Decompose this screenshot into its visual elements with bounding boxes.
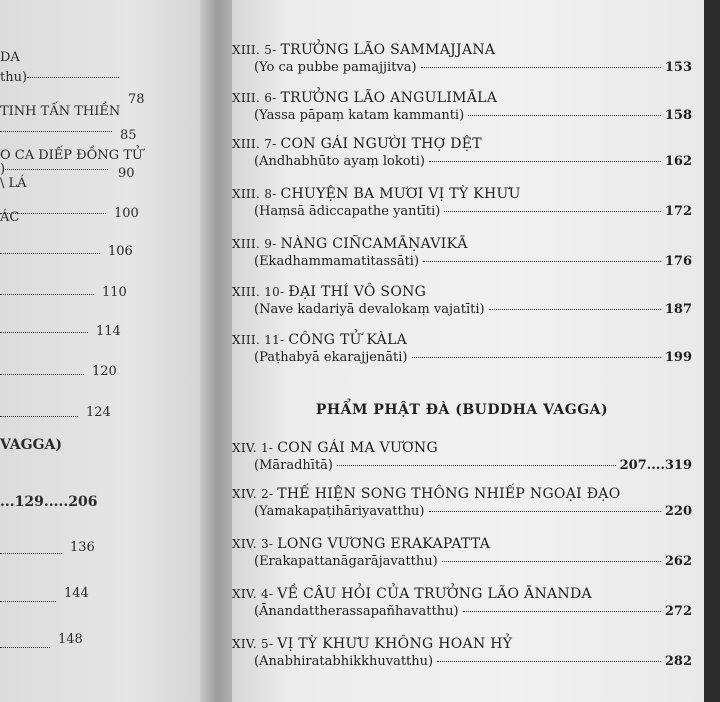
dot-leader	[442, 561, 661, 562]
toc-entry-page-number: 158	[664, 108, 692, 123]
toc-entry-title-text: CHUYỆN BA MƯƠI VỊ TỲ KHƯU	[280, 186, 521, 202]
left-page-number: 136	[70, 540, 95, 555]
toc-entry-page-number: 162	[664, 154, 692, 169]
left-fragment-line	[0, 325, 88, 340]
toc-entry-code: XIII. 7-	[232, 137, 277, 151]
toc-entry-title-text: TRƯỞNG LÃO ANGULIMĀLA	[280, 90, 498, 106]
toc-entry-title	[232, 440, 692, 456]
left-fragment-line	[0, 50, 20, 65]
dot-leader	[5, 169, 108, 170]
toc-entry-title-text: ĐẠI THÍ VÔ SONG	[288, 284, 427, 300]
toc-entry-code: XIV. 1-	[232, 441, 274, 455]
toc-entry-subtitle-text: (Māradhītā)	[254, 458, 333, 473]
toc-entry	[232, 536, 692, 569]
left-fragment-text: \ LÁ	[0, 176, 27, 191]
left-fragment-text: VAGGA)	[0, 437, 63, 453]
toc-entry-title	[232, 636, 692, 652]
left-fragment-line	[0, 104, 120, 119]
left-page	[0, 0, 222, 702]
left-page-number: 124	[86, 405, 111, 420]
toc-entry	[232, 284, 692, 317]
toc-entry-page-number: 172	[664, 204, 692, 219]
dot-leader	[0, 253, 100, 254]
left-page-number: 148	[58, 632, 83, 647]
toc-entry-title	[232, 586, 692, 602]
toc-entry-title-text: VỀ CÂU HỎI CỦA TRƯỞNG LÃO ĀNANDA	[277, 586, 592, 602]
left-fragment-line	[0, 546, 62, 561]
toc-entry	[232, 236, 692, 269]
left-page-number: 110	[102, 285, 127, 300]
toc-entry-title-text: LONG VƯƠNG ERAKAPATTA	[277, 536, 491, 552]
dot-leader	[27, 77, 119, 78]
left-fragment-text: TINH TẤN THIỀN	[0, 104, 121, 119]
left-fragment-line	[0, 246, 100, 261]
left-page-number: 114	[96, 324, 121, 339]
toc-entry-subtitle	[232, 204, 692, 219]
toc-entry-code: XIV. 3-	[232, 537, 274, 551]
toc-entry-subtitle-text: (Nave kadariyā devalokaṃ vajatīti)	[254, 302, 485, 317]
dot-leader	[0, 131, 112, 132]
toc-entry-title	[232, 536, 692, 552]
left-fragment-line	[0, 210, 19, 225]
dot-leader	[421, 67, 661, 68]
toc-entry-code: XIV. 2-	[232, 487, 274, 501]
left-fragment-text: thu)	[0, 70, 28, 85]
toc-entry-title-text: THẾ HIỆN SONG THÔNG NHIẾP NGOẠI ĐẠO	[277, 486, 621, 502]
dot-leader	[0, 647, 50, 648]
left-fragment-line	[0, 287, 94, 302]
toc-entry-subtitle-text: (Paṭhabyā ekarajjenāti)	[254, 350, 408, 365]
toc-entry	[232, 136, 692, 169]
dot-leader	[463, 611, 661, 612]
left-fragment-line	[0, 367, 84, 382]
toc-entry-subtitle	[232, 604, 692, 619]
left-page-number: 144	[64, 586, 89, 601]
left-fragment-line	[0, 494, 97, 510]
left-fragment-line	[0, 594, 56, 609]
left-fragment-line	[0, 162, 108, 177]
toc-entry-subtitle-text: (Haṃsā ādiccapathe yantīti)	[254, 204, 441, 219]
toc-entry-title-text: NÀNG CIÑCAMĀṆAVIKĀ	[280, 236, 468, 252]
toc-entry-title	[232, 186, 692, 202]
toc-entry	[232, 90, 692, 123]
toc-entry	[232, 42, 692, 75]
left-fragment-line	[0, 70, 119, 85]
toc-entry-subtitle-text: (Andhabhūto ayaṃ lokoti)	[254, 154, 425, 169]
left-page-number: 106	[108, 244, 133, 259]
left-fragment-text: ...129.....206	[0, 494, 98, 510]
toc-entry	[232, 486, 692, 519]
dot-leader	[0, 553, 62, 554]
toc-entry-subtitle-text: (Yassa pāpaṃ katam kammanti)	[254, 108, 465, 123]
left-fragment-line	[0, 176, 27, 191]
toc-entry-code: XIV. 5-	[232, 637, 274, 651]
dot-leader	[429, 161, 661, 162]
section-heading: PHẨM PHẬT ĐÀ (BUDDHA VAGGA)	[315, 402, 609, 418]
dot-leader	[0, 601, 56, 602]
dot-leader	[337, 465, 616, 466]
left-fragment-text: DA	[0, 50, 20, 65]
toc-entry-code: XIII. 8-	[232, 187, 277, 201]
page-edge	[704, 0, 720, 702]
toc-entry-title	[232, 486, 692, 502]
toc-entry-code: XIII. 11-	[232, 333, 285, 347]
right-page	[232, 0, 704, 702]
toc-entry-subtitle	[232, 654, 692, 669]
toc-entry-subtitle	[232, 458, 692, 473]
toc-entry-page-number: 187	[664, 302, 692, 317]
toc-entry-subtitle-text: (Anabhiratabhikkhuvatthu)	[254, 654, 434, 669]
toc-entry-subtitle	[232, 350, 692, 365]
toc-entry-subtitle	[232, 302, 692, 317]
toc-entry-page-number: 199	[664, 350, 692, 365]
left-fragment-line	[0, 409, 78, 424]
toc-entry-subtitle-text: (Ānandattherassapañhavatthu)	[254, 604, 459, 619]
left-fragment-text: )	[0, 162, 6, 177]
toc-entry-title	[232, 90, 692, 106]
dot-leader	[412, 357, 661, 358]
dot-leader	[489, 309, 661, 310]
toc-entry-title	[232, 136, 692, 152]
toc-entry-subtitle-text: (Yo ca pubbe pamajjitva)	[254, 60, 417, 75]
toc-entry-page-number: 272	[664, 604, 692, 619]
toc-entry-title-text: VỊ TỲ KHƯU KHÔNG HOAN HỶ	[277, 636, 513, 652]
left-page-number: 85	[120, 128, 137, 143]
dot-leader	[0, 294, 94, 295]
left-fragment-line	[0, 124, 112, 139]
toc-entry-page-number: 262	[664, 554, 692, 569]
toc-entry-title	[232, 284, 692, 300]
toc-entry-code: XIII. 5-	[232, 43, 277, 57]
toc-entry-subtitle	[232, 554, 692, 569]
toc-entry-code: XIII. 9-	[232, 237, 277, 251]
toc-entry-page-number: 282	[664, 654, 692, 669]
toc-entry-title-text: TRƯỞNG LÃO SAMMAJJANA	[280, 42, 496, 58]
toc-entry-subtitle	[232, 254, 692, 269]
toc-entry-page-number: 207....319	[619, 458, 692, 473]
left-fragment-line	[0, 640, 50, 655]
toc-entry-code: XIV. 4-	[232, 587, 274, 601]
toc-entry-title	[232, 42, 692, 58]
toc-entry-subtitle-text: (Ekadhammamatitassāti)	[254, 254, 420, 269]
dot-leader	[444, 211, 660, 212]
toc-entry	[232, 586, 692, 619]
dot-leader	[468, 115, 661, 116]
toc-entry-title	[232, 236, 692, 252]
toc-entry-subtitle	[232, 504, 692, 519]
toc-entry-page-number: 220	[664, 504, 692, 519]
left-page-number: 100	[114, 206, 139, 221]
dot-leader	[0, 374, 84, 375]
toc-entry-code: XIII. 10-	[232, 285, 285, 299]
toc-entry-subtitle	[232, 60, 692, 75]
toc-entry	[232, 186, 692, 219]
toc-entry-subtitle-text: (Erakapattanāgarājavatthu)	[254, 554, 438, 569]
toc-entry-subtitle	[232, 108, 692, 123]
toc-entry-title	[232, 332, 692, 348]
toc-entry-subtitle	[232, 154, 692, 169]
toc-entry-page-number: 153	[664, 60, 692, 75]
left-fragment-line	[0, 437, 62, 453]
toc-entry	[232, 636, 692, 669]
left-fragment-text: ÁC	[0, 210, 20, 225]
toc-entry-title-text: CON GÁI MA VƯƠNG	[277, 440, 438, 456]
left-page-number: 90	[118, 166, 135, 181]
toc-entry	[232, 440, 692, 473]
left-page-number: 120	[92, 364, 117, 379]
left-fragment-line	[0, 148, 143, 163]
dot-leader	[0, 332, 88, 333]
toc-entry-title-text: CÔNG TỬ KÀLA	[288, 332, 408, 348]
toc-entry-page-number: 176	[664, 254, 692, 269]
dot-leader	[423, 261, 661, 262]
dot-leader	[0, 416, 78, 417]
toc-entry-title-text: CON GÁI NGƯỜI THỢ DỆT	[280, 136, 482, 152]
toc-entry-subtitle-text: (Yamakapaṭihāriyavatthu)	[254, 504, 425, 519]
toc-entry-code: XIII. 6-	[232, 91, 277, 105]
dot-leader	[429, 511, 661, 512]
toc-entry	[232, 332, 692, 365]
left-page-number: 78	[128, 92, 145, 107]
dot-leader	[437, 661, 661, 662]
left-fragment-text: O CA DIẾP ĐỒNG TỬ	[0, 148, 143, 163]
